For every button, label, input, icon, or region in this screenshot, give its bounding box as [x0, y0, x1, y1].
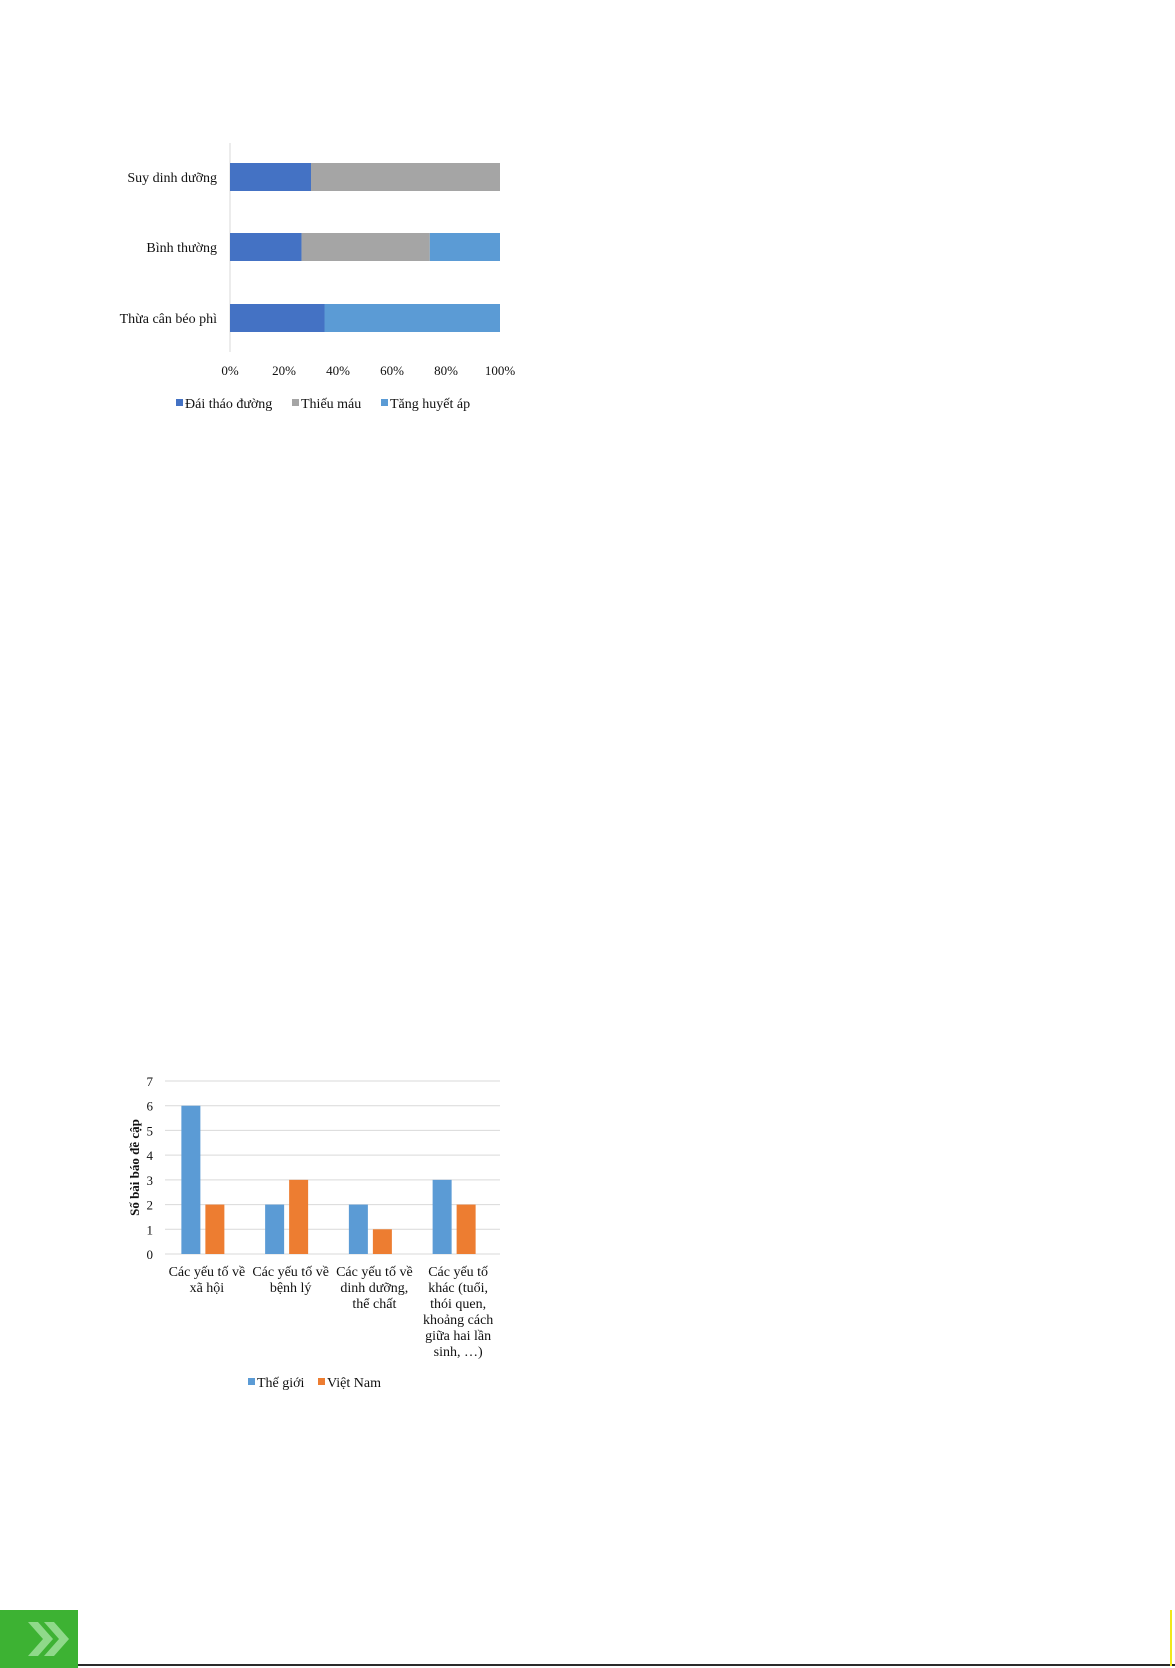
y-axis-title: Số bài báo đề cập: [127, 1119, 142, 1216]
x-tick-label: 40%: [326, 363, 350, 378]
page-right-mark: [1170, 1610, 1172, 1666]
legend-label: Tăng huyết áp: [390, 397, 471, 412]
category-label-line: thói quen,: [430, 1297, 487, 1312]
category-label-line: giữa hai lần: [425, 1329, 492, 1344]
legend-label: Đái tháo đường: [185, 397, 273, 412]
x-tick-label: 100%: [484, 363, 516, 378]
category-label-line: Các yếu tố về: [168, 1265, 246, 1280]
y-tick-label: 2: [146, 1197, 153, 1213]
bar: [289, 1180, 308, 1254]
category-label-line: Các yếu tố về: [252, 1265, 329, 1280]
category-label-line: khoảng cách: [422, 1313, 494, 1328]
y-tick-label: 7: [146, 1074, 153, 1089]
y-tick-label: 1: [146, 1222, 153, 1238]
category-label-line: sinh, …): [433, 1345, 483, 1360]
category-label-line: xã hội: [189, 1281, 225, 1296]
legend-label: Thế giới: [257, 1376, 305, 1391]
category-label-line: thể chất: [352, 1297, 397, 1312]
page-bottom-rule: [78, 1664, 1175, 1666]
y-tick-label: 4: [146, 1148, 153, 1164]
category-label: Suy dinh dưỡng: [127, 171, 217, 186]
category-label: Thừa cân béo phì: [119, 312, 217, 327]
y-tick-label: 0: [146, 1247, 153, 1262]
x-tick-label: 80%: [434, 363, 458, 378]
x-tick-label: 20%: [272, 363, 296, 378]
legend-swatch: [248, 1378, 255, 1385]
category-label-line: dinh dưỡng,: [340, 1281, 409, 1296]
bar: [373, 1229, 392, 1254]
y-tick-label: 5: [146, 1123, 153, 1139]
y-tick-label: 3: [146, 1172, 153, 1188]
double-chevron-right-icon: [0, 1610, 78, 1668]
bar: [265, 1205, 284, 1254]
footer-tab: [0, 1610, 78, 1668]
x-tick-label: 60%: [380, 363, 404, 378]
legend-label: Việt Nam: [327, 1376, 381, 1391]
category-label-line: khác (tuổi,: [428, 1281, 489, 1296]
bar: [457, 1205, 476, 1254]
legend-label: Thiếu máu: [301, 397, 362, 412]
bar: [181, 1106, 200, 1254]
bar: [205, 1205, 224, 1254]
category-label-line: Các yếu tố: [428, 1265, 489, 1280]
category-label-line: bệnh lý: [269, 1281, 312, 1296]
y-tick-label: 6: [146, 1098, 153, 1114]
x-tick-label: 0%: [221, 363, 239, 378]
bar: [349, 1205, 368, 1254]
bar: [433, 1180, 452, 1254]
category-label-line: Các yếu tố về: [336, 1265, 413, 1280]
category-label: Bình thường: [146, 241, 217, 256]
legend-swatch: [318, 1378, 325, 1385]
chart-grouped-bar: [0, 0, 560, 1480]
